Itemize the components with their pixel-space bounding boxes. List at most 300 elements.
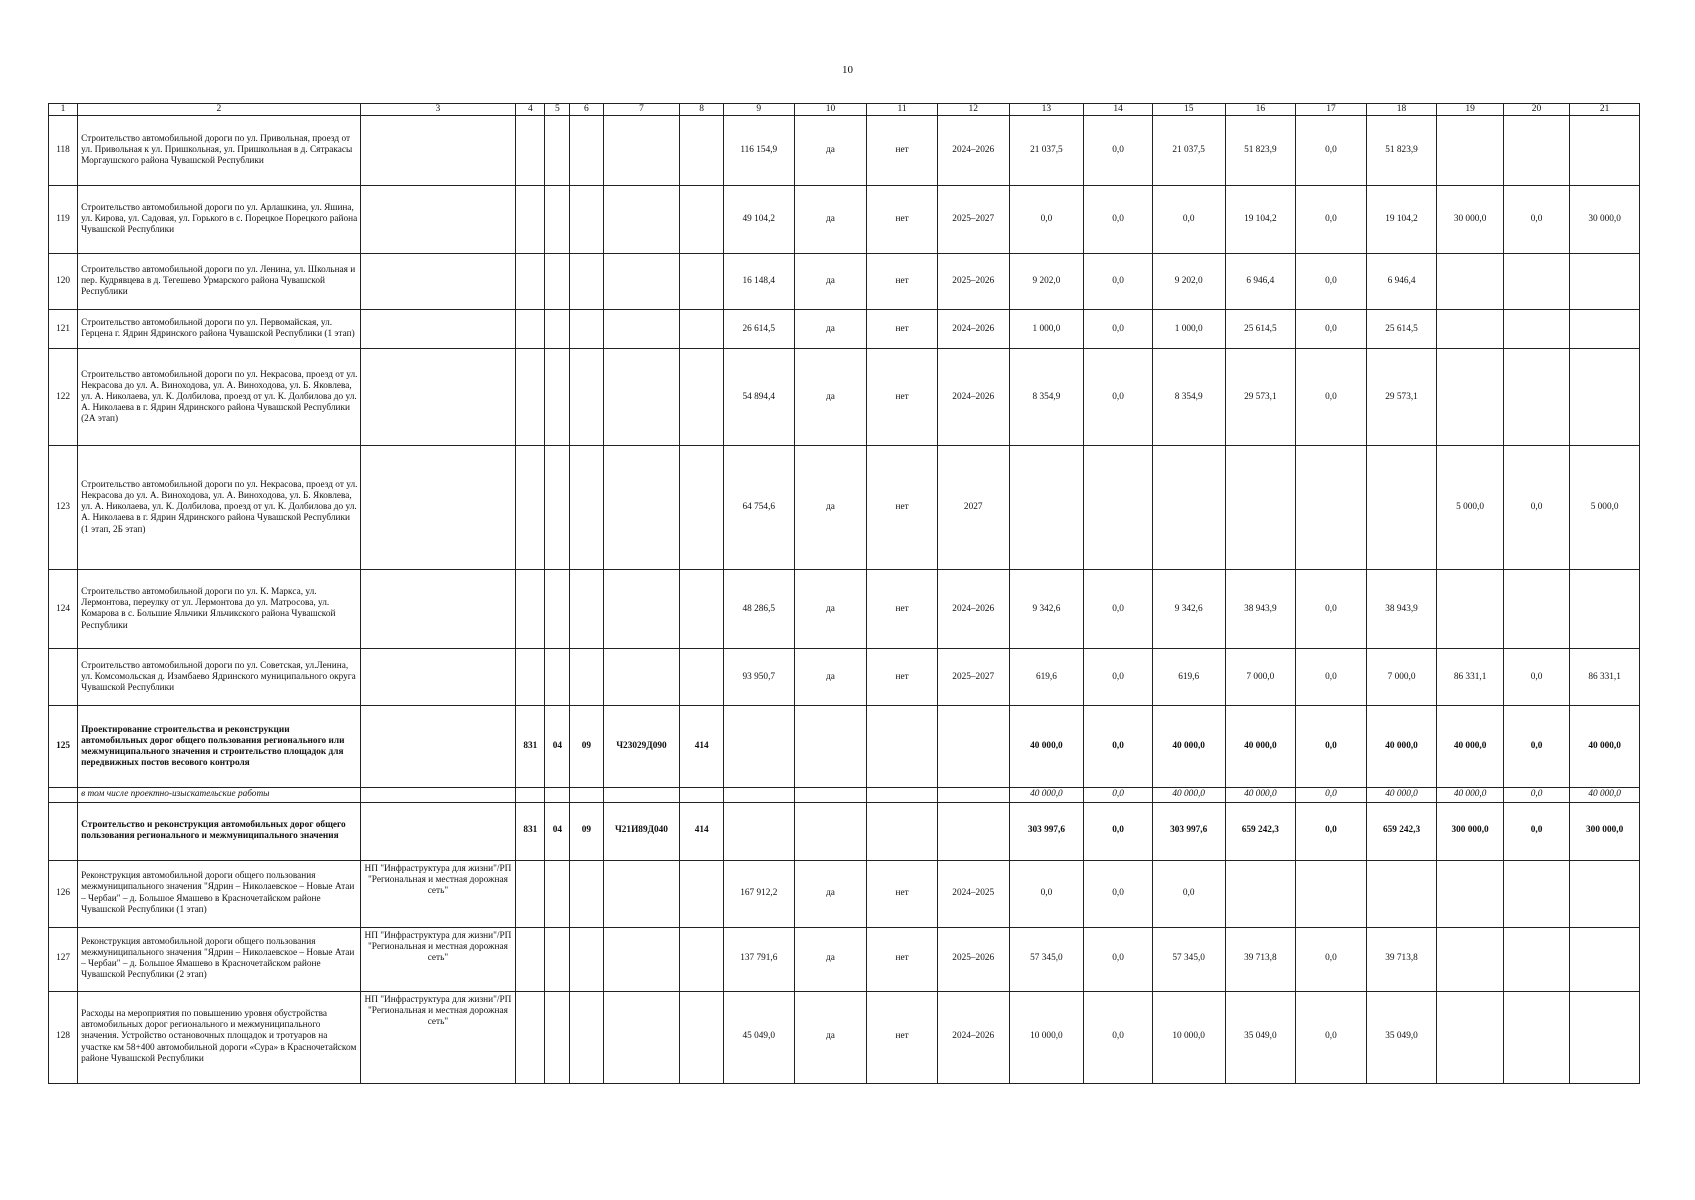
value-cell: 5 000,0	[1437, 446, 1503, 570]
project-cell: НП "Инфраструктура для жизни"/РП "Региональная и местная дорожная сеть"	[360, 991, 516, 1083]
value-cell: нет	[867, 446, 938, 570]
object-name-cell: Строительство автомобильной дороги по ул. Первомайская, ул. Герцена г. Ядрин Ядринского района Чувашской Республики (1 этап)	[78, 310, 360, 349]
value-cell	[1009, 446, 1084, 570]
column-header: 16	[1225, 104, 1296, 116]
value-cell: да	[794, 116, 867, 186]
value-cell: нет	[867, 570, 938, 649]
value-cell	[680, 116, 724, 186]
value-cell: 0,0	[1296, 649, 1367, 706]
value-cell	[723, 706, 794, 788]
value-cell: 40 000,0	[1437, 788, 1503, 802]
value-cell	[603, 186, 680, 254]
value-cell: 2025–2026	[937, 927, 1009, 991]
value-cell	[680, 788, 724, 802]
object-name-cell: Проектирование строительства и реконструкции автомобильных дорог общего пользования регионального или межмуниципального значения и строительство площадок для передвижных постов весового контроля	[78, 706, 360, 788]
value-cell: 04	[545, 706, 570, 788]
column-header: 7	[603, 104, 680, 116]
table-row	[49, 116, 1640, 186]
project-cell	[360, 788, 516, 802]
value-cell: нет	[867, 186, 938, 254]
project-cell	[360, 116, 516, 186]
value-cell	[603, 860, 680, 927]
value-cell: 40 000,0	[1570, 706, 1640, 788]
value-cell	[1437, 254, 1503, 310]
value-cell	[545, 649, 570, 706]
value-cell: 414	[680, 706, 724, 788]
value-cell	[545, 927, 570, 991]
value-cell: да	[794, 446, 867, 570]
value-cell	[680, 254, 724, 310]
value-cell: 0,0	[1152, 860, 1225, 927]
table-row	[49, 649, 1640, 706]
value-cell: 9 342,6	[1009, 570, 1084, 649]
value-cell: 49 104,2	[723, 186, 794, 254]
value-cell: 10 000,0	[1152, 991, 1225, 1083]
value-cell: 0,0	[1084, 706, 1153, 788]
value-cell	[1570, 254, 1640, 310]
row-number-cell: 122	[49, 349, 78, 446]
value-cell: 0,0	[1296, 570, 1367, 649]
value-cell	[603, 788, 680, 802]
row-number-cell: 121	[49, 310, 78, 349]
value-cell	[867, 802, 938, 860]
project-cell	[360, 570, 516, 649]
value-cell	[1296, 446, 1367, 570]
value-cell: 2024–2026	[937, 349, 1009, 446]
value-cell: 300 000,0	[1570, 802, 1640, 860]
value-cell: 57 345,0	[1152, 927, 1225, 991]
value-cell: 0,0	[1296, 706, 1367, 788]
table-row	[49, 991, 1640, 1083]
value-cell	[516, 186, 545, 254]
value-cell	[545, 991, 570, 1083]
value-cell	[516, 649, 545, 706]
value-cell: 21 037,5	[1152, 116, 1225, 186]
table-row	[49, 860, 1640, 927]
value-cell	[680, 927, 724, 991]
value-cell	[570, 254, 603, 310]
column-header: 11	[867, 104, 938, 116]
value-cell: 26 614,5	[723, 310, 794, 349]
value-cell	[723, 788, 794, 802]
value-cell: 1 000,0	[1009, 310, 1084, 349]
value-cell	[570, 349, 603, 446]
column-header: 10	[794, 104, 867, 116]
value-cell	[545, 254, 570, 310]
value-cell: нет	[867, 254, 938, 310]
value-cell: 0,0	[1296, 254, 1367, 310]
value-cell	[723, 802, 794, 860]
value-cell: 2024–2026	[937, 116, 1009, 186]
value-cell: 57 345,0	[1009, 927, 1084, 991]
project-cell: НП "Инфраструктура для жизни"/РП "Региональная и местная дорожная сеть"	[360, 860, 516, 927]
value-cell	[1084, 446, 1153, 570]
value-cell	[1366, 446, 1437, 570]
value-cell: 40 000,0	[1570, 788, 1640, 802]
value-cell: 0,0	[1503, 186, 1569, 254]
value-cell: 45 049,0	[723, 991, 794, 1083]
value-cell	[603, 649, 680, 706]
value-cell: Ч23029Д090	[603, 706, 680, 788]
value-cell	[545, 570, 570, 649]
value-cell: 04	[545, 802, 570, 860]
table-row	[49, 570, 1640, 649]
value-cell: нет	[867, 349, 938, 446]
column-header: 2	[78, 104, 360, 116]
value-cell: 09	[570, 802, 603, 860]
value-cell: 19 104,2	[1366, 186, 1437, 254]
value-cell: нет	[867, 649, 938, 706]
value-cell: 0,0	[1084, 570, 1153, 649]
value-cell: 30 000,0	[1570, 186, 1640, 254]
value-cell: 9 202,0	[1009, 254, 1084, 310]
project-cell	[360, 802, 516, 860]
value-cell	[570, 570, 603, 649]
table-row	[49, 706, 1640, 788]
value-cell	[570, 860, 603, 927]
column-number-header	[49, 104, 1640, 116]
value-cell: 21 037,5	[1009, 116, 1084, 186]
value-cell: нет	[867, 310, 938, 349]
value-cell: 40 000,0	[1152, 706, 1225, 788]
value-cell: 0,0	[1084, 802, 1153, 860]
row-number-cell: 125	[49, 706, 78, 788]
value-cell	[545, 446, 570, 570]
value-cell: 2024–2026	[937, 991, 1009, 1083]
value-cell	[1503, 570, 1569, 649]
value-cell: 0,0	[1084, 116, 1153, 186]
object-name-cell: Расходы на мероприятия по повышению уровня обустройства автомобильных дорог регионального и межмуниципального значения. Устройство остановочных площадок и тротуаров на участке км 58+400 автомобильной дороги «Сура» в Красночетайском районе Чувашской Республики	[78, 991, 360, 1083]
value-cell: 40 000,0	[1225, 706, 1296, 788]
value-cell: 0,0	[1296, 349, 1367, 446]
value-cell: да	[794, 349, 867, 446]
value-cell: 29 573,1	[1366, 349, 1437, 446]
column-header: 5	[545, 104, 570, 116]
value-cell: 116 154,9	[723, 116, 794, 186]
value-cell: 619,6	[1152, 649, 1225, 706]
column-header: 15	[1152, 104, 1225, 116]
value-cell: да	[794, 310, 867, 349]
object-name-cell: Строительство автомобильной дороги по ул. Арлашкина, ул. Яшина, ул. Кирова, ул. Садовая, ул. Горького в с. Порецкое Порецкого района Чувашской Республики	[78, 186, 360, 254]
value-cell: 2024–2026	[937, 310, 1009, 349]
value-cell: 38 943,9	[1366, 570, 1437, 649]
value-cell	[794, 706, 867, 788]
project-cell	[360, 310, 516, 349]
column-header: 19	[1437, 104, 1503, 116]
value-cell	[516, 254, 545, 310]
value-cell	[680, 860, 724, 927]
table-row	[49, 927, 1640, 991]
value-cell: 40 000,0	[1009, 788, 1084, 802]
value-cell: 0,0	[1296, 310, 1367, 349]
value-cell: нет	[867, 991, 938, 1083]
project-cell	[360, 649, 516, 706]
value-cell	[1570, 860, 1640, 927]
value-cell	[680, 310, 724, 349]
value-cell: 93 950,7	[723, 649, 794, 706]
value-cell: 0,0	[1296, 991, 1367, 1083]
value-cell	[867, 788, 938, 802]
value-cell: 300 000,0	[1437, 802, 1503, 860]
value-cell	[1437, 927, 1503, 991]
value-cell	[545, 349, 570, 446]
object-name-cell: Строительство автомобильной дороги по ул. Советская, ул.Ленина, ул. Комсомольская д. Изамбаево Ядринского муниципального округа Чувашской Республики	[78, 649, 360, 706]
value-cell: Ч21И89Д040	[603, 802, 680, 860]
value-cell: 2024–2025	[937, 860, 1009, 927]
table-row	[49, 802, 1640, 860]
value-cell	[570, 446, 603, 570]
value-cell: 0,0	[1503, 788, 1569, 802]
value-cell: 25 614,5	[1225, 310, 1296, 349]
value-cell	[545, 310, 570, 349]
value-cell	[1437, 349, 1503, 446]
value-cell: 7 000,0	[1366, 649, 1437, 706]
row-number-cell	[49, 649, 78, 706]
value-cell: нет	[867, 860, 938, 927]
value-cell	[1570, 116, 1640, 186]
value-cell: да	[794, 991, 867, 1083]
project-cell	[360, 254, 516, 310]
value-cell	[1225, 860, 1296, 927]
value-cell: 0,0	[1296, 186, 1367, 254]
value-cell: 40 000,0	[1225, 788, 1296, 802]
value-cell: 16 148,4	[723, 254, 794, 310]
value-cell: 303 997,6	[1009, 802, 1084, 860]
value-cell	[1437, 310, 1503, 349]
column-header: 4	[516, 104, 545, 116]
value-cell: 35 049,0	[1225, 991, 1296, 1083]
row-number-cell: 127	[49, 927, 78, 991]
value-cell	[680, 349, 724, 446]
row-number-cell	[49, 802, 78, 860]
value-cell	[570, 186, 603, 254]
value-cell	[867, 706, 938, 788]
value-cell: 19 104,2	[1225, 186, 1296, 254]
value-cell: 0,0	[1084, 310, 1153, 349]
value-cell	[680, 186, 724, 254]
object-name-cell: Реконструкция автомобильной дороги общего пользования межмуниципального значения "Ядрин – Николаевское – Новые Атаи – Чербаи" – д. Большое Ямашево в Красночетайском районе Чувашской Республики (2 этап)	[78, 927, 360, 991]
table-row	[49, 254, 1640, 310]
value-cell: 10 000,0	[1009, 991, 1084, 1083]
project-cell	[360, 186, 516, 254]
row-number-cell: 126	[49, 860, 78, 927]
row-number-cell: 120	[49, 254, 78, 310]
value-cell: 8 354,9	[1152, 349, 1225, 446]
value-cell: 38 943,9	[1225, 570, 1296, 649]
column-header: 3	[360, 104, 516, 116]
value-cell: 0,0	[1084, 186, 1153, 254]
value-cell	[1296, 860, 1367, 927]
value-cell: 2024–2026	[937, 570, 1009, 649]
table-row	[49, 186, 1640, 254]
budget-table	[48, 103, 1640, 1084]
value-cell: 0,0	[1296, 788, 1367, 802]
value-cell: да	[794, 860, 867, 927]
row-number-cell: 119	[49, 186, 78, 254]
value-cell: 35 049,0	[1366, 991, 1437, 1083]
value-cell: 6 946,4	[1366, 254, 1437, 310]
value-cell: 831	[516, 802, 545, 860]
value-cell: 54 894,4	[723, 349, 794, 446]
column-header: 9	[723, 104, 794, 116]
object-name-cell: Строительство автомобильной дороги по ул. Ленина, ул. Школьная и пер. Кудрявцева в д. Тегешево Урмарского района Чувашской Республики	[78, 254, 360, 310]
value-cell: 167 912,2	[723, 860, 794, 927]
value-cell: 39 713,8	[1366, 927, 1437, 991]
project-cell: НП "Инфраструктура для жизни"/РП "Региональная и местная дорожная сеть"	[360, 927, 516, 991]
value-cell: 40 000,0	[1009, 706, 1084, 788]
value-cell: 1 000,0	[1152, 310, 1225, 349]
row-number-cell	[49, 788, 78, 802]
value-cell	[516, 991, 545, 1083]
value-cell	[1503, 310, 1569, 349]
value-cell: 0,0	[1296, 116, 1367, 186]
value-cell	[603, 116, 680, 186]
value-cell: 0,0	[1296, 802, 1367, 860]
value-cell: 619,6	[1009, 649, 1084, 706]
value-cell	[1570, 991, 1640, 1083]
value-cell: 30 000,0	[1437, 186, 1503, 254]
value-cell: 51 823,9	[1366, 116, 1437, 186]
row-number-cell: 118	[49, 116, 78, 186]
value-cell: 6 946,4	[1225, 254, 1296, 310]
value-cell	[516, 446, 545, 570]
value-cell	[680, 649, 724, 706]
value-cell	[680, 446, 724, 570]
row-number-cell: 124	[49, 570, 78, 649]
value-cell: 0,0	[1009, 860, 1084, 927]
value-cell: 2025–2027	[937, 186, 1009, 254]
value-cell	[1437, 116, 1503, 186]
column-header: 12	[937, 104, 1009, 116]
row-number-cell: 128	[49, 991, 78, 1083]
value-cell	[545, 116, 570, 186]
table-row	[49, 349, 1640, 446]
value-cell	[570, 310, 603, 349]
value-cell: 9 342,6	[1152, 570, 1225, 649]
value-cell	[570, 649, 603, 706]
column-header: 21	[1570, 104, 1640, 116]
value-cell: 2025–2026	[937, 254, 1009, 310]
value-cell: 8 354,9	[1009, 349, 1084, 446]
object-name-cell: Реконструкция автомобильной дороги общего пользования межмуниципального значения "Ядрин – Николаевское – Новые Атаи – Чербаи" – д. Большое Ямашево в Красночетайском районе Чувашской Республики (1 этап)	[78, 860, 360, 927]
object-name-cell: Строительство автомобильной дороги по ул. Некрасова, проезд от ул. Некрасова до ул. А. Виноходова, ул. А. Виноходова, ул. Б. Яковлева, ул. А. Николаева, ул. К. Долбилова, проезд от ул. К. Долбилова до ул. А. Николаева в г. Ядрин Ядринского района Чувашской Республики (2А этап)	[78, 349, 360, 446]
column-header: 17	[1296, 104, 1367, 116]
value-cell	[1503, 116, 1569, 186]
value-cell: 0,0	[1084, 991, 1153, 1083]
value-cell: 9 202,0	[1152, 254, 1225, 310]
value-cell: 0,0	[1296, 927, 1367, 991]
value-cell: 0,0	[1084, 254, 1153, 310]
value-cell	[545, 788, 570, 802]
value-cell	[516, 788, 545, 802]
value-cell	[516, 570, 545, 649]
table-row	[49, 788, 1640, 802]
value-cell	[603, 991, 680, 1083]
value-cell: 64 754,6	[723, 446, 794, 570]
value-cell	[516, 860, 545, 927]
row-number-cell: 123	[49, 446, 78, 570]
value-cell: да	[794, 570, 867, 649]
value-cell: да	[794, 186, 867, 254]
column-header: 8	[680, 104, 724, 116]
value-cell	[570, 116, 603, 186]
project-cell	[360, 349, 516, 446]
value-cell	[516, 116, 545, 186]
value-cell: 0,0	[1084, 349, 1153, 446]
value-cell	[1570, 927, 1640, 991]
value-cell	[603, 927, 680, 991]
value-cell: 0,0	[1152, 186, 1225, 254]
column-header: 6	[570, 104, 603, 116]
table-row	[49, 310, 1640, 349]
value-cell	[603, 570, 680, 649]
value-cell: 29 573,1	[1225, 349, 1296, 446]
value-cell: да	[794, 254, 867, 310]
value-cell	[1152, 446, 1225, 570]
value-cell: 0,0	[1084, 649, 1153, 706]
value-cell	[516, 349, 545, 446]
value-cell	[516, 927, 545, 991]
value-cell	[603, 310, 680, 349]
value-cell	[570, 927, 603, 991]
value-cell: 48 286,5	[723, 570, 794, 649]
value-cell	[1503, 991, 1569, 1083]
value-cell: 659 242,3	[1366, 802, 1437, 860]
column-header: 13	[1009, 104, 1084, 116]
value-cell: 0,0	[1503, 802, 1569, 860]
value-cell	[1437, 991, 1503, 1083]
value-cell: 40 000,0	[1152, 788, 1225, 802]
value-cell	[1570, 310, 1640, 349]
value-cell	[570, 788, 603, 802]
value-cell	[794, 788, 867, 802]
value-cell	[1225, 446, 1296, 570]
page-number: 10	[842, 64, 853, 76]
object-name-cell: Строительство и реконструкция автомобильных дорог общего пользования регионального и межмуниципального значения	[78, 802, 360, 860]
value-cell	[516, 310, 545, 349]
value-cell	[937, 706, 1009, 788]
value-cell: да	[794, 927, 867, 991]
value-cell: 86 331,1	[1437, 649, 1503, 706]
value-cell	[1437, 860, 1503, 927]
value-cell: 40 000,0	[1366, 788, 1437, 802]
value-cell: 0,0	[1503, 649, 1569, 706]
value-cell: 51 823,9	[1225, 116, 1296, 186]
value-cell: 0,0	[1009, 186, 1084, 254]
object-name-cell: в том числе проектно-изыскательские работы	[78, 788, 360, 802]
value-cell	[1570, 349, 1640, 446]
value-cell	[680, 991, 724, 1083]
value-cell: 09	[570, 706, 603, 788]
value-cell	[603, 349, 680, 446]
table-row	[49, 446, 1640, 570]
value-cell	[1437, 570, 1503, 649]
value-cell: 7 000,0	[1225, 649, 1296, 706]
value-cell	[1570, 570, 1640, 649]
object-name-cell: Строительство автомобильной дороги по ул. Некрасова, проезд от ул. Некрасова до ул. А. Виноходова, ул. А. Виноходова, ул. Б. Яковлева, ул. А. Николаева, ул. К. Долбилова, проезд от ул. К. Долбилова до ул. А. Николаева в г. Ядрин Ядринского района Чувашской Республики (1 этап, 2Б этап)	[78, 446, 360, 570]
value-cell: 0,0	[1503, 446, 1569, 570]
value-cell: 40 000,0	[1437, 706, 1503, 788]
value-cell	[1503, 927, 1569, 991]
value-cell	[1503, 254, 1569, 310]
object-name-cell: Строительство автомобильной дороги по ул. К. Маркса, ул. Лермонтова, переулку от ул. Лермонтова до ул. Матросова, ул. Комарова в с. Большие Яльчики Яльчикского района Чувашской Республики	[78, 570, 360, 649]
value-cell	[680, 570, 724, 649]
value-cell: 39 713,8	[1225, 927, 1296, 991]
value-cell	[794, 802, 867, 860]
object-name-cell: Строительство автомобильной дороги по ул. Привольная, проезд от ул. Привольная к ул. Пришкольная, ул. Пришкольная в д. Сятракасы Моргаушского района Чувашской Республики	[78, 116, 360, 186]
value-cell	[937, 802, 1009, 860]
value-cell	[937, 788, 1009, 802]
